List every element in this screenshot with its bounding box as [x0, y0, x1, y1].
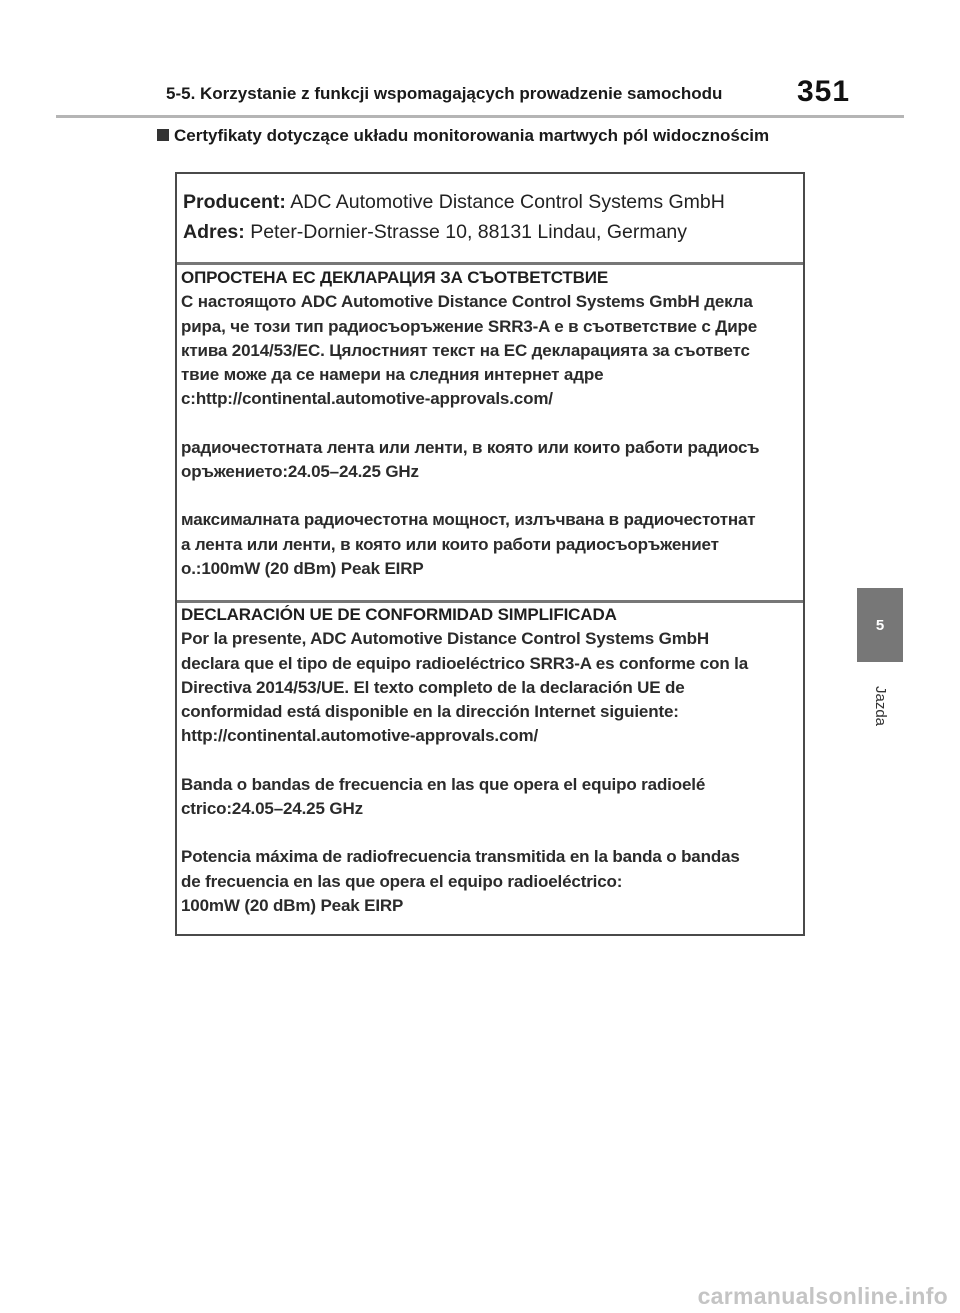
header-divider	[56, 115, 904, 118]
producer-label: Producent:	[183, 191, 286, 213]
chapter-number: 5	[875, 616, 885, 634]
es-heading: DECLARACIÓN UE DE CONFORMIDAD SIMPLIFICADA	[181, 605, 617, 624]
bg-paragraph-2: радиочестотната лента или ленти, в която или които работи радиосъ оръжението:24.05–24.25 GHz	[181, 437, 760, 482]
address-line	[183, 217, 803, 247]
chapter-label: Jazda	[872, 685, 889, 727]
square-bullet-icon	[157, 129, 169, 141]
es-paragraph-3: Potencia máxima de radiofrecuencia transmitida en la banda o bandas de frecuencia en las que opera el equipo radioeléctrico: 100mW (20 dBm) Peak EIRP	[181, 847, 740, 915]
address-label: Adres:	[183, 221, 245, 243]
producer-value: ADC Automotive Distance Control Systems GmbH	[290, 191, 725, 213]
producer-line	[183, 187, 803, 217]
page-header-title: 5-5. Korzystanie z funkcji wspomagających prowadzenie samochodu	[166, 84, 723, 103]
section-heading	[157, 126, 769, 146]
producer-section	[177, 174, 803, 262]
es-paragraph-1: Por la presente, ADC Automotive Distance Control Systems GmbH declara que el tipo de equipo radioeléctrico SRR3-A es conforme con la Directiva 2014/53/UE. El texto completo de la declaración UE de conformidad está disponible en la dirección Internet siguiente: http://continental.automotive-approvals.com/	[181, 629, 749, 746]
certificate-box	[175, 172, 805, 936]
bg-heading: ОПРОСТЕНА ЕС ДЕКЛАРАЦИЯ ЗА СЪОТВЕТСТВИЕ	[181, 268, 609, 287]
spanish-declaration	[177, 603, 803, 934]
bg-paragraph-1: С настоящото ADC Automotive Distance Control Systems GmbH декла рира, че този тип радиосъоръжение SRR3-A е в съответствие с Дире ктива 2014/53/ЕС. Цялостният текст на ЕС декларацията за съответс твие може да се намери на следния интернет адре с:http://continental.automotive-approvals.com/	[181, 292, 758, 409]
es-paragraph-2: Banda o bandas de frecuencia en las que opera el equipo radioelé ctrico:24.05–24.25 GHz	[181, 774, 706, 819]
bulgarian-declaration	[177, 265, 803, 600]
chapter-tab	[857, 588, 903, 662]
section-heading-text: Certyfikaty dotyczące układu monitorowania martwych pól widocznościm	[174, 126, 770, 145]
bg-paragraph-3: максималната радиочестотна мощност, излъчвана в радиочестотнат а лента или ленти, в която или които работи радиосъоръжениет о.:100mW (20 dBm) Peak EIRP	[181, 510, 756, 578]
address-value: Peter-Dornier-Strasse 10, 88131 Lindau, Germany	[250, 221, 688, 243]
watermark: carmanualsonline.info	[697, 1283, 948, 1309]
page-number: 351	[797, 75, 851, 108]
